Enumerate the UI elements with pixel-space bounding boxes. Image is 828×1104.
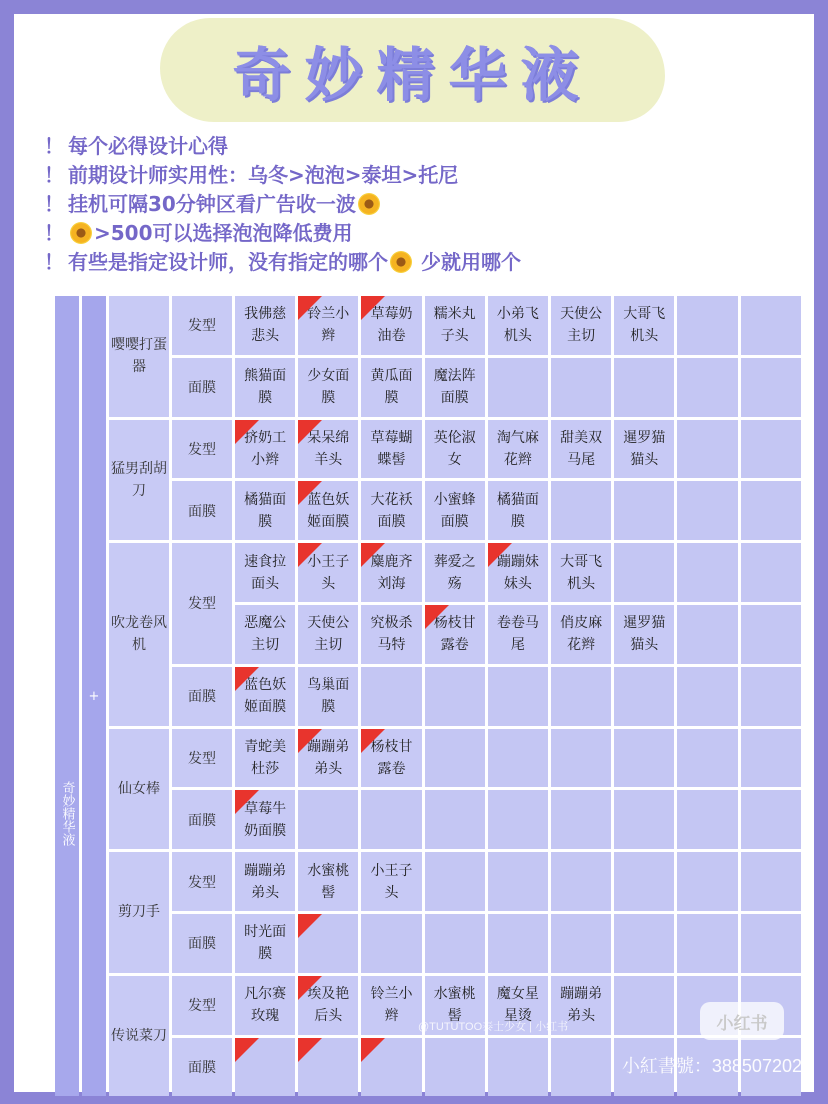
style-cell: 究极杀马特 xyxy=(361,605,421,664)
style-cell: 大花袄面膜 xyxy=(361,481,421,540)
item-type: 发型 xyxy=(172,543,232,664)
style-cell: 水蜜桃髻 xyxy=(298,852,358,911)
empty-cell xyxy=(488,358,548,417)
tool-name: 猛男刮胡刀 xyxy=(109,420,169,541)
empty-cell xyxy=(425,1038,485,1097)
item-type: 发型 xyxy=(172,852,232,911)
empty-cell xyxy=(741,420,801,479)
empty-cell xyxy=(614,729,674,788)
new-badge-icon xyxy=(298,543,322,567)
note-line xyxy=(44,161,804,190)
style-cell: 天使公主切 xyxy=(551,296,611,355)
empty-cell xyxy=(741,667,801,726)
empty-cell xyxy=(677,481,737,540)
empty-cell xyxy=(551,914,611,973)
item-type: 发型 xyxy=(172,976,232,1035)
empty-cell xyxy=(677,543,737,602)
empty-cell xyxy=(425,729,485,788)
style-cell: 呆呆绵羊头 xyxy=(298,420,358,479)
note-text: 前期设计师实用性：乌冬>泡泡>泰坦>托尼 xyxy=(68,163,459,187)
style-cell: 杨枝甘露卷 xyxy=(425,605,485,664)
empty-cell xyxy=(614,667,674,726)
plus-column: + xyxy=(82,296,106,1096)
empty-cell xyxy=(741,852,801,911)
empty-cell xyxy=(361,790,421,849)
new-badge-icon xyxy=(425,605,449,629)
empty-cell xyxy=(741,296,801,355)
style-cell: 魔女星星烫 xyxy=(488,976,548,1035)
new-badge-icon xyxy=(235,420,259,444)
style-cell: 水蜜桃髻 xyxy=(425,976,485,1035)
style-cell: 英伦淑女 xyxy=(425,420,485,479)
empty-cell xyxy=(741,605,801,664)
empty-cell xyxy=(488,852,548,911)
style-cell: 麋鹿齐刘海 xyxy=(361,543,421,602)
style-cell: 大哥飞机头 xyxy=(614,296,674,355)
style-cell: 蹦蹦弟弟头 xyxy=(298,729,358,788)
new-badge-icon xyxy=(298,1038,322,1062)
note-text: 挂机可隔30分钟区看广告收一波 xyxy=(68,192,356,216)
new-badge-icon xyxy=(361,543,385,567)
new-badge-icon xyxy=(298,976,322,1000)
new-badge-icon xyxy=(235,667,259,691)
style-cell: 糯米丸子头 xyxy=(425,296,485,355)
note-text: 有些是指定设计师，没有指定的哪个 xyxy=(68,250,388,274)
style-cell: 小王子头 xyxy=(361,852,421,911)
style-cell: 青蛇美杜莎 xyxy=(235,729,295,788)
tool-name: 剪刀手 xyxy=(109,852,169,973)
style-cell: 蓝色妖姬面膜 xyxy=(298,481,358,540)
tool-name: 嘤嘤打蛋器 xyxy=(109,296,169,417)
empty-cell xyxy=(677,790,737,849)
empty-cell xyxy=(677,667,737,726)
note-line xyxy=(44,248,804,277)
new-badge-icon xyxy=(298,914,322,938)
empty-cell xyxy=(425,790,485,849)
style-cell: 时光面膜 xyxy=(235,914,295,973)
item-type: 发型 xyxy=(172,729,232,788)
new-badge-icon xyxy=(298,481,322,505)
sunflower-icon xyxy=(358,193,380,215)
style-cell: 熊猫面膜 xyxy=(235,358,295,417)
empty-cell xyxy=(551,667,611,726)
empty-cell xyxy=(614,976,674,1035)
note-line xyxy=(44,132,804,161)
style-cell: 杨枝甘露卷 xyxy=(361,729,421,788)
note-text: >500可以选择泡泡降低费用 xyxy=(94,221,353,245)
exclamation-mark: ！ xyxy=(44,250,64,274)
new-badge-icon xyxy=(488,543,512,567)
empty-cell xyxy=(741,914,801,973)
style-cell: 淘气麻花辫 xyxy=(488,420,548,479)
empty-cell xyxy=(488,729,548,788)
empty-cell xyxy=(298,914,358,973)
style-cell: 橘猫面膜 xyxy=(488,481,548,540)
item-type: 面膜 xyxy=(172,358,232,417)
empty-cell xyxy=(425,667,485,726)
empty-cell xyxy=(298,1038,358,1097)
style-cell: 小王子头 xyxy=(298,543,358,602)
item-type: 面膜 xyxy=(172,914,232,973)
empty-cell xyxy=(614,852,674,911)
empty-cell xyxy=(551,358,611,417)
empty-cell xyxy=(741,729,801,788)
style-cell: 蹦蹦妹妹头 xyxy=(488,543,548,602)
style-cell: 小蜜蜂面膜 xyxy=(425,481,485,540)
empty-cell xyxy=(677,852,737,911)
exclamation-mark: ！ xyxy=(44,221,64,245)
empty-cell xyxy=(551,729,611,788)
new-badge-icon xyxy=(298,420,322,444)
new-badge-icon xyxy=(361,296,385,320)
empty-cell xyxy=(614,481,674,540)
empty-cell xyxy=(551,481,611,540)
item-type: 发型 xyxy=(172,420,232,479)
page-title: 奇妙精华液 xyxy=(232,41,593,109)
style-cell: 草莓奶油卷 xyxy=(361,296,421,355)
note-text: 每个必得设计心得 xyxy=(68,134,228,158)
style-cell: 大哥飞机头 xyxy=(551,543,611,602)
empty-cell xyxy=(298,790,358,849)
empty-cell xyxy=(551,1038,611,1097)
empty-cell xyxy=(741,790,801,849)
exclamation-mark: ！ xyxy=(44,163,64,187)
style-cell: 我佛慈悲头 xyxy=(235,296,295,355)
style-cell: 草莓蝴蝶髻 xyxy=(361,420,421,479)
empty-cell xyxy=(361,1038,421,1097)
sunflower-icon xyxy=(70,222,92,244)
tool-name: 仙女棒 xyxy=(109,729,169,850)
empty-cell xyxy=(488,667,548,726)
style-cell: 鸟巢面膜 xyxy=(298,667,358,726)
empty-cell xyxy=(614,914,674,973)
empty-cell xyxy=(361,914,421,973)
style-cell: 甜美双马尾 xyxy=(551,420,611,479)
style-cell: 俏皮麻花辫 xyxy=(551,605,611,664)
new-badge-icon xyxy=(361,1038,385,1062)
empty-cell xyxy=(614,358,674,417)
note-text: 少就用哪个 xyxy=(414,250,521,274)
notes-list xyxy=(44,132,804,277)
item-type: 面膜 xyxy=(172,790,232,849)
style-cell: 挤奶工小辫 xyxy=(235,420,295,479)
style-cell: 暹罗猫猫头 xyxy=(614,605,674,664)
empty-cell xyxy=(677,605,737,664)
exclamation-mark: ！ xyxy=(44,192,64,216)
exclamation-mark: ！ xyxy=(44,134,64,158)
style-cell: 速食拉面头 xyxy=(235,543,295,602)
style-cell: 蹦蹦弟弟头 xyxy=(551,976,611,1035)
empty-cell xyxy=(677,914,737,973)
style-cell: 铃兰小辫 xyxy=(361,976,421,1035)
style-cell: 天使公主切 xyxy=(298,605,358,664)
new-badge-icon xyxy=(235,1038,259,1062)
empty-cell xyxy=(677,296,737,355)
sunflower-icon xyxy=(390,251,412,273)
xiaohongshu-logo: 小红书 xyxy=(700,1002,784,1040)
empty-cell xyxy=(488,1038,548,1097)
new-badge-icon xyxy=(361,729,385,753)
empty-cell xyxy=(425,852,485,911)
empty-cell xyxy=(488,790,548,849)
tool-name: 传说菜刀 xyxy=(109,976,169,1097)
style-cell: 少女面膜 xyxy=(298,358,358,417)
style-cell: 小弟飞机头 xyxy=(488,296,548,355)
style-cell: 卷卷马尾 xyxy=(488,605,548,664)
watermark-id: 小紅書號：388507202 xyxy=(621,1056,802,1076)
empty-cell xyxy=(677,358,737,417)
item-type: 发型 xyxy=(172,296,232,355)
note-line xyxy=(44,190,804,219)
empty-cell xyxy=(551,790,611,849)
empty-cell xyxy=(614,790,674,849)
new-badge-icon xyxy=(298,729,322,753)
empty-cell xyxy=(741,481,801,540)
empty-cell xyxy=(677,420,737,479)
style-cell: 恶魔公主切 xyxy=(235,605,295,664)
empty-cell xyxy=(425,914,485,973)
style-cell: 黄瓜面膜 xyxy=(361,358,421,417)
empty-cell xyxy=(741,358,801,417)
style-cell: 埃及艳后头 xyxy=(298,976,358,1035)
style-cell: 橘猫面膜 xyxy=(235,481,295,540)
empty-cell xyxy=(488,914,548,973)
style-cell: 暹罗猫猫头 xyxy=(614,420,674,479)
style-cell: 蓝色妖姬面膜 xyxy=(235,667,295,726)
item-type: 面膜 xyxy=(172,667,232,726)
empty-cell xyxy=(741,543,801,602)
style-cell: 蹦蹦弟弟头 xyxy=(235,852,295,911)
empty-cell xyxy=(361,667,421,726)
tool-name: 吹龙卷风机 xyxy=(109,543,169,725)
empty-cell xyxy=(677,729,737,788)
product-column: 奇妙精华液 xyxy=(55,296,79,1096)
watermark-faint: @TUTUTOO泰士少女 | 小红书 xyxy=(418,1021,569,1033)
style-cell: 葬爱之殇 xyxy=(425,543,485,602)
empty-cell xyxy=(551,852,611,911)
item-type: 面膜 xyxy=(172,1038,232,1097)
empty-cell xyxy=(235,1038,295,1097)
note-line xyxy=(44,219,804,248)
style-cell: 铃兰小辫 xyxy=(298,296,358,355)
style-cell: 草莓牛奶面膜 xyxy=(235,790,295,849)
style-cell: 魔法阵面膜 xyxy=(425,358,485,417)
item-type: 面膜 xyxy=(172,481,232,540)
empty-cell xyxy=(614,543,674,602)
style-cell: 凡尔赛玫瑰 xyxy=(235,976,295,1035)
new-badge-icon xyxy=(298,296,322,320)
new-badge-icon xyxy=(235,790,259,814)
